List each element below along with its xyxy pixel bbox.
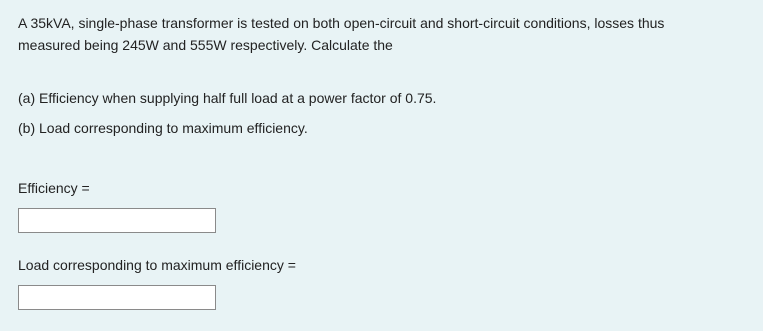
question-intro-line2: measured being 245W and 555W respectively. Calculate the — [18, 37, 393, 53]
question-part-a: (a) Efficiency when supplying half full load at a power factor of 0.75. — [18, 90, 437, 106]
question-text — [18, 12, 738, 56]
max-efficiency-load-label: Load corresponding to maximum efficiency = — [18, 257, 296, 273]
efficiency-label: Efficiency = — [18, 180, 90, 196]
question-part-b: (b) Load corresponding to maximum efficiency. — [18, 120, 308, 136]
question-intro-line1: A 35kVA, single-phase transformer is tested on both open-circuit and short-circuit conditions, losses thus — [18, 15, 665, 31]
efficiency-input[interactable] — [18, 208, 216, 233]
max-efficiency-load-input[interactable] — [18, 285, 216, 310]
